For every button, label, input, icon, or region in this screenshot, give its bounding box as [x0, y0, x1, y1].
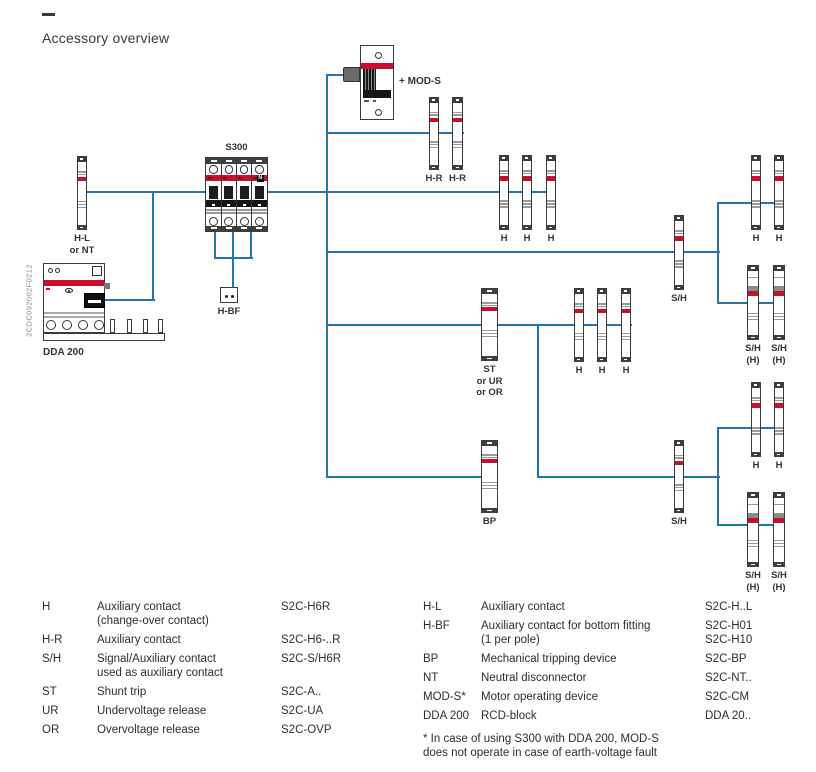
legend-code: DDA 20.. — [705, 710, 752, 722]
legend-footnote: * In case of using S300 with DDA 200, MOD-S — [423, 733, 659, 745]
legend-desc: Auxiliary contact — [97, 601, 181, 613]
legend-abbr: OR — [42, 724, 60, 736]
legend-code: S2C-CM — [705, 691, 750, 703]
label-h-lr-2: H — [775, 460, 783, 471]
label-mod-s: + MOD-S — [399, 76, 441, 87]
legend-code: S2C-UA — [281, 705, 324, 717]
label-h-l: H-L or NT — [69, 233, 95, 256]
legend-desc: Auxiliary contact — [481, 601, 565, 613]
legend-code: S2C-H6R — [281, 601, 331, 613]
legend-abbr: UR — [42, 705, 59, 717]
label-h-ur-1: H — [752, 233, 760, 244]
document-code-watermark: 2CDC092002F0212 — [24, 264, 34, 337]
legend-code: S2C-BP — [705, 653, 747, 665]
legend-abbr: NT — [423, 672, 439, 684]
legend-abbr: MOD-S* — [423, 691, 466, 703]
legend-code: S2C-S/H6R — [281, 653, 342, 665]
legend-desc: Shunt trip — [97, 686, 147, 698]
label-h-top-3: H — [547, 233, 555, 244]
label-st: ST or UR or OR — [476, 364, 503, 398]
legend-abbr: S/H — [42, 653, 62, 665]
legend-desc: Undervoltage release — [97, 705, 207, 717]
legend-desc: Neutral disconnector — [481, 672, 587, 684]
legend-abbr: H-L — [423, 601, 442, 613]
label-h-r-1: H-R — [425, 173, 443, 184]
legend-abbr: ST — [42, 686, 57, 698]
label-s300: S300 — [225, 142, 248, 153]
legend-desc: RCD-block — [481, 710, 537, 722]
legend-desc: Motor operating device — [481, 691, 598, 703]
label-h-mid-1: H — [575, 365, 583, 376]
legend-desc: used as auxiliary contact — [97, 667, 223, 679]
legend-abbr: DDA 200 — [423, 710, 470, 722]
label-h-mid-3: H — [622, 365, 630, 376]
label-s-h-h-ur-1: S/H (H) — [745, 343, 761, 366]
neutral-pole-marker: N — [258, 174, 263, 181]
legend-code: S2C-H6-..R — [281, 634, 341, 646]
legend-footnote: does not operate in case of earth-voltage fault — [423, 747, 657, 759]
legend-code: S2C-A.. — [281, 686, 322, 698]
page-title: Accessory overview — [42, 30, 170, 46]
label-h-ur-2: H — [775, 233, 783, 244]
label-bp: BP — [482, 516, 497, 527]
label-h-top-1: H — [500, 233, 508, 244]
label-s-h-upper: S/H — [671, 293, 687, 304]
label-dda-200: DDA 200 — [43, 347, 84, 358]
label-s-h-h-lr-1: S/H (H) — [745, 570, 761, 593]
legend-code: S2C-H10 — [705, 634, 753, 646]
legend-abbr: H-BF — [423, 620, 450, 632]
legend-code: S2C-NT.. — [705, 672, 752, 684]
legend-desc: Mechanical tripping device — [481, 653, 617, 665]
legend-code: S2C-OVP — [281, 724, 332, 736]
legend-code: S2C-H01 — [705, 620, 753, 632]
label-h-r-2: H-R — [449, 173, 466, 184]
legend-desc: Auxiliary contact — [97, 634, 181, 646]
label-h-lr-1: H — [752, 460, 760, 471]
legend-abbr: H-R — [42, 634, 63, 646]
legend-desc: (change-over contact) — [97, 615, 209, 627]
legend-desc: Overvoltage release — [97, 724, 200, 736]
label-s-h-lower: S/H — [671, 516, 687, 527]
label-h-top-2: H — [523, 233, 531, 244]
legend-desc: (1 per pole) — [481, 634, 540, 646]
legend-desc: Auxiliary contact for bottom fitting — [481, 620, 651, 632]
legend-desc: Signal/Auxiliary contact — [97, 653, 216, 665]
label-h-mid-2: H — [598, 365, 606, 376]
legend-code: S2C-H..L — [705, 601, 753, 613]
label-s-h-h-ur-2: S/H (H) — [771, 343, 787, 366]
label-h-bf: H-BF — [217, 306, 241, 317]
legend-abbr: H — [42, 601, 51, 613]
label-s-h-h-lr-2: S/H (H) — [771, 570, 787, 593]
legend-abbr: BP — [423, 653, 439, 665]
